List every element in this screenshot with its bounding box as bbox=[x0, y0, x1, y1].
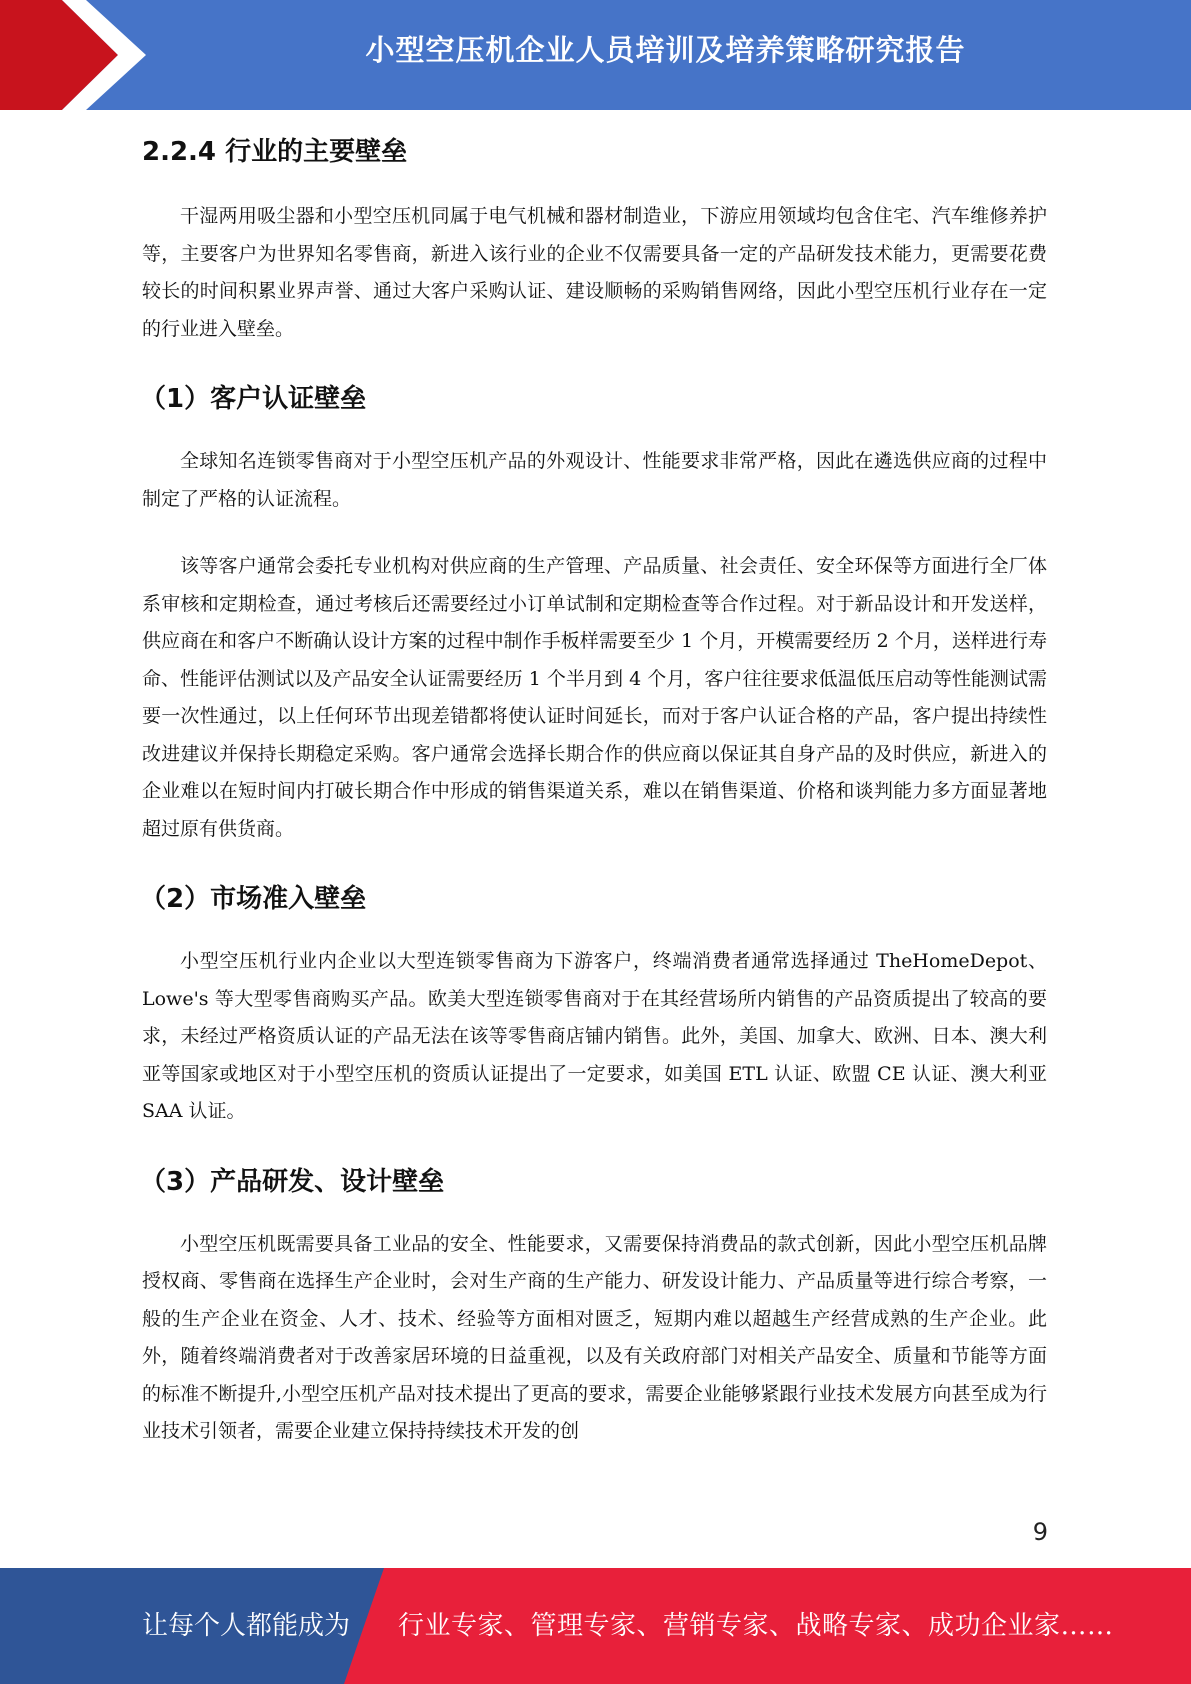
subsection-heading-market-access: （2）市场准入壁垒 bbox=[140, 884, 367, 914]
page-footer bbox=[0, 1568, 1191, 1684]
subsection-heading-customer-certification: （1）客户认证壁垒 bbox=[140, 384, 367, 414]
footer-slogan-right: 行业专家、管理专家、营销专家、战略专家、成功企业家…… bbox=[398, 1611, 1114, 1641]
paragraph-customer-1: 全球知名连锁零售商对于小型空压机产品的外观设计、性能要求非常严格，因此在遴选供应商的过程中制定了严格的认证流程。 bbox=[142, 450, 1047, 510]
section-heading: 2.2.4 行业的主要壁垒 bbox=[142, 137, 408, 167]
page-number: 9 bbox=[1032, 1518, 1048, 1546]
header-arrow-decoration bbox=[0, 0, 160, 110]
intro-paragraph: 干湿两用吸尘器和小型空压机同属于电气机械和器材制造业，下游应用领域均包含住宅、汽车维修养护等，主要客户为世界知名零售商，新进入该行业的企业不仅需要具备一定的产品研发技术能力，更需要花费较长的时间积累业界声誉、通过大客户采购认证、建设顺畅的采购销售网络，因此小型空压机行业存在一定的行业进入壁垒。 bbox=[142, 205, 1047, 340]
report-title: 小型空压机企业人员培训及培养策略研究报告 bbox=[365, 33, 966, 67]
paragraph-customer-2: 该等客户通常会委托专业机构对供应商的生产管理、产品质量、社会责任、安全环保等方面进行全厂体系审核和定期检查，通过考核后还需要经过小订单试制和定期检查等合作过程。对于新品设计和开发送样，供应商在和客户不断确认设计方案的过程中制作手板样需要至少 1 个月，开模需要经历 2 个月，送样进行寿命、性能评估测试以及产品安全认证需要经历 1 个半月到 4 个月，客户往往要求低温低压启动等性能测试需要一次性通过，以上任何环节出现差错都将使认证时间延长，而对于客户认证合格的产品，客户提出持续性改进建议并保持长期稳定采购。客户通常会选择长期合作的供应商以保证其自身产品的及时供应，新进入的企业难以在短时间内打破长期合作中形成的销售渠道关系，难以在销售渠道、价格和谈判能力多方面显著地超过原有供货商。 bbox=[142, 555, 1047, 840]
page-header bbox=[0, 0, 1191, 110]
footer-slogan-left: 让每个人都能成为 bbox=[142, 1611, 351, 1641]
paragraph-rd-1: 小型空压机既需要具备工业品的安全、性能要求，又需要保持消费品的款式创新，因此小型空压机品牌授权商、零售商在选择生产企业时，会对生产商的生产能力、研发设计能力、产品质量等进行综合考察，一般的生产企业在资金、人才、技术、经验等方面相对匮乏，短期内难以超越生产经营成熟的生产企业。此外，随着终端消费者对于改善家居环境的日益重视，以及有关政府部门对相关产品安全、质量和节能等方面的标准不断提升,小型空压机产品对技术提出了更高的要求，需要企业能够紧跟行业技术发展方向甚至成为行业技术引领者，需要企业建立保持持续技术开发的创 bbox=[142, 1232, 1047, 1442]
subsection-heading-rd-design: （3）产品研发、设计壁垒 bbox=[140, 1166, 445, 1197]
page-content bbox=[142, 118, 1047, 1451]
paragraph-market-1: 小型空压机行业内企业以大型连锁零售商为下游客户，终端消费者通常选择通过 TheHomeDepot、Lowe's 等大型零售商购买产品。欧美大型连锁零售商对于在其经营场所内销售的产品资质提出了较高的要求，未经过严格资质认证的产品无法在该等零售商店铺内销售。此外，美国、加拿大、欧洲、日本、澳大利亚等国家或地区对于小型空压机的资质认证提出了一定要求，如美国 ETL 认证、欧盟 CE 认证、澳大利亚 SAA 认证。 bbox=[142, 950, 1047, 1122]
